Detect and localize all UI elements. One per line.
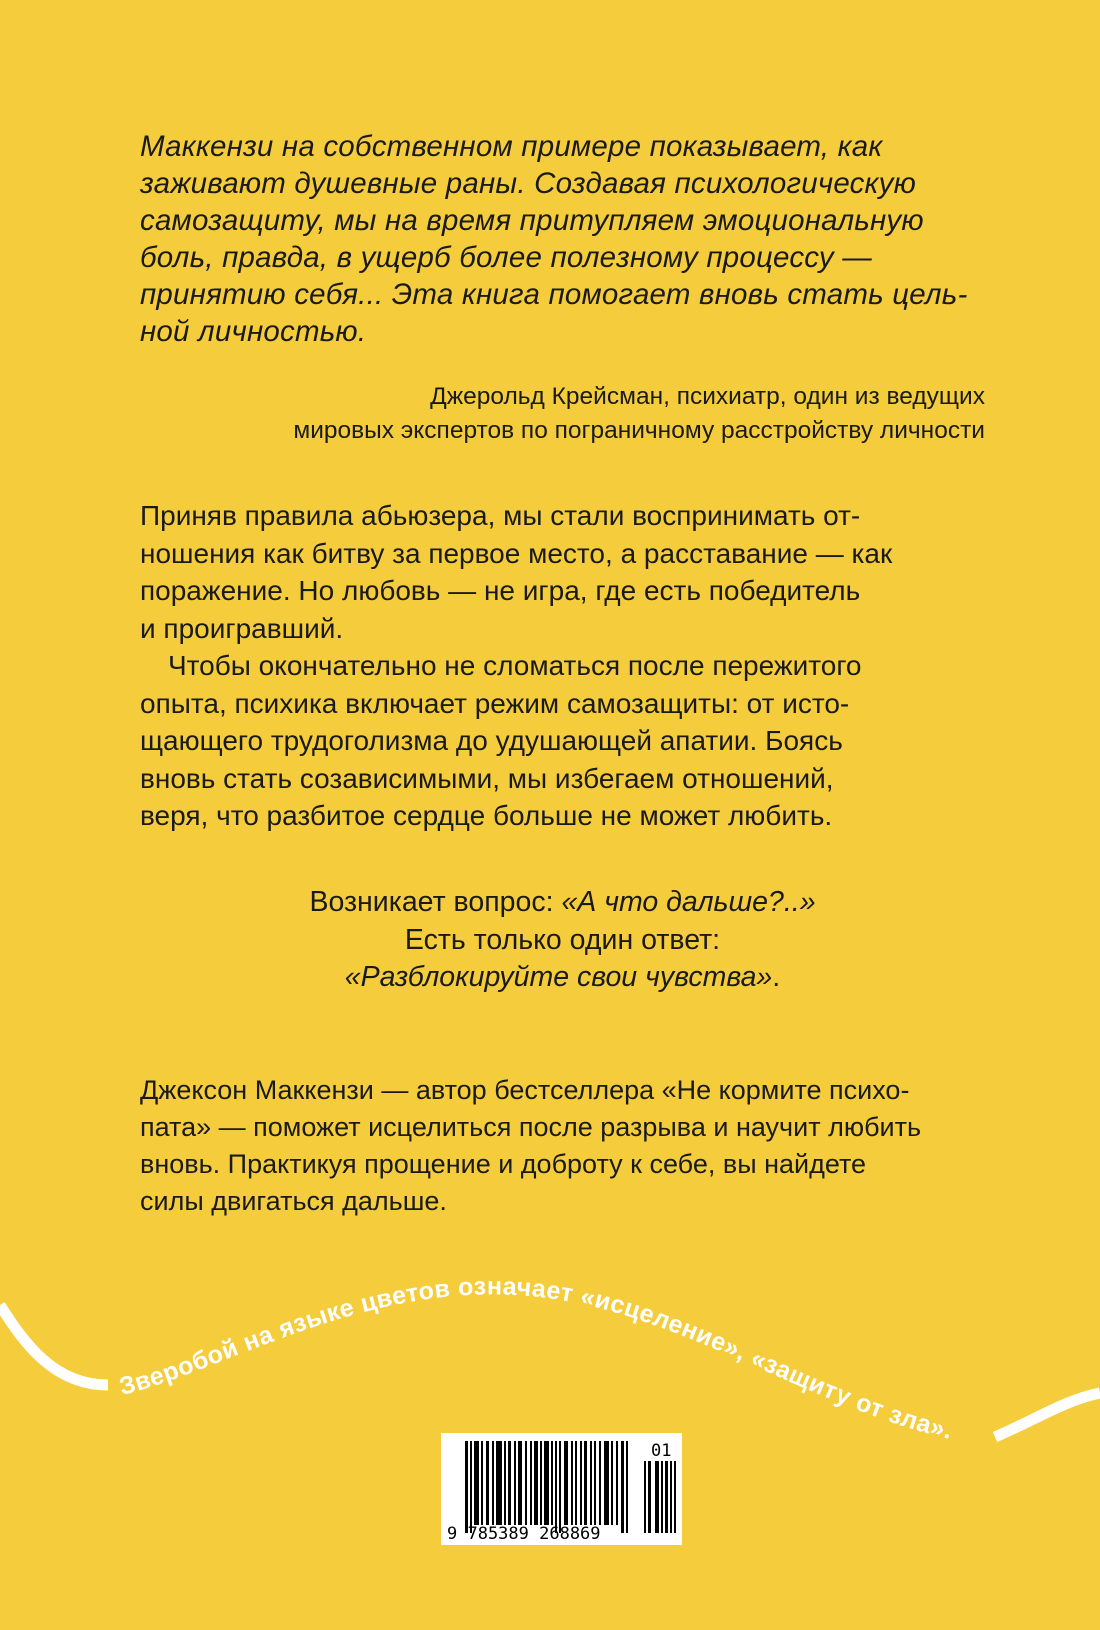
callout-text: Возникает вопрос: [309,886,562,918]
wave-caption [116,1272,955,1444]
quote-line: Маккензи на собственном примере показывает, как [140,130,883,163]
quote-line: ной личностью. [140,315,367,348]
about-line: пата» — поможет исцелиться после разрыва и научит любить [140,1112,922,1142]
attribution-line: мировых экспертов по пограничному расстройству личности [293,417,985,444]
body-line: щающего трудоголизма до удушающей апатии. Боясь [140,725,843,756]
callout-question: «А что дальше?..» [561,886,816,918]
callout-punct: . [772,961,781,993]
body-line: поражение. Но любовь — не игра, где есть победитель [140,575,861,606]
wave-caption-path: Зверобой на языке цветов означает «исцеление», «защиту от зла». [116,1272,956,1445]
barcode-addon: 01 [651,1441,672,1461]
body-line: Приняв правила абьюзера, мы стали воспринимать от- [140,500,861,531]
quote-line: принятию себя... Эта книга помогает вновь стать цель- [140,278,968,311]
body-line: и проигравший. [140,612,344,644]
about-line: силы двигаться дальше. [140,1186,447,1216]
isbn-digits: 9 785389 268869 [447,1524,601,1544]
body-line: Чтобы окончательно не сломаться после пережитого [168,650,862,681]
wave-line-right [995,1393,1100,1437]
body-line: ношения как битву за первое место, а расставание — как [140,537,893,569]
body-line: веря, что разбитое сердце больше не может любить. [140,800,833,831]
wave-line-left [0,1305,108,1385]
quote-line: самозащиту, мы на время притупляем эмоциональную [140,204,924,237]
attribution-line: Джерольд Крейсман, психиатр, один из ведущих [430,383,985,410]
quote-line: заживают душевные раны. Создавая психологическую [140,167,917,200]
about-line: Джексон Маккензи — автор бестселлера «Не кормите психо- [140,1075,910,1105]
callout-line-2: Есть только один ответ: [404,923,721,956]
barcode-icon [441,1433,682,1545]
isbn-barcode [441,1433,682,1545]
callout-answer: «Разблокируйте свои чувства» [344,961,773,993]
body-line: вновь стать созависимыми, мы избегаем отношений, [140,762,834,794]
about-line: вновь. Практикуя прощение и доброту к себе, вы найдете [140,1149,867,1179]
quote-line: боль, правда, в ущерб более полезному процессу — [140,241,872,274]
body-line: опыта, психика включает режим самозащиты: от исто- [140,687,850,719]
